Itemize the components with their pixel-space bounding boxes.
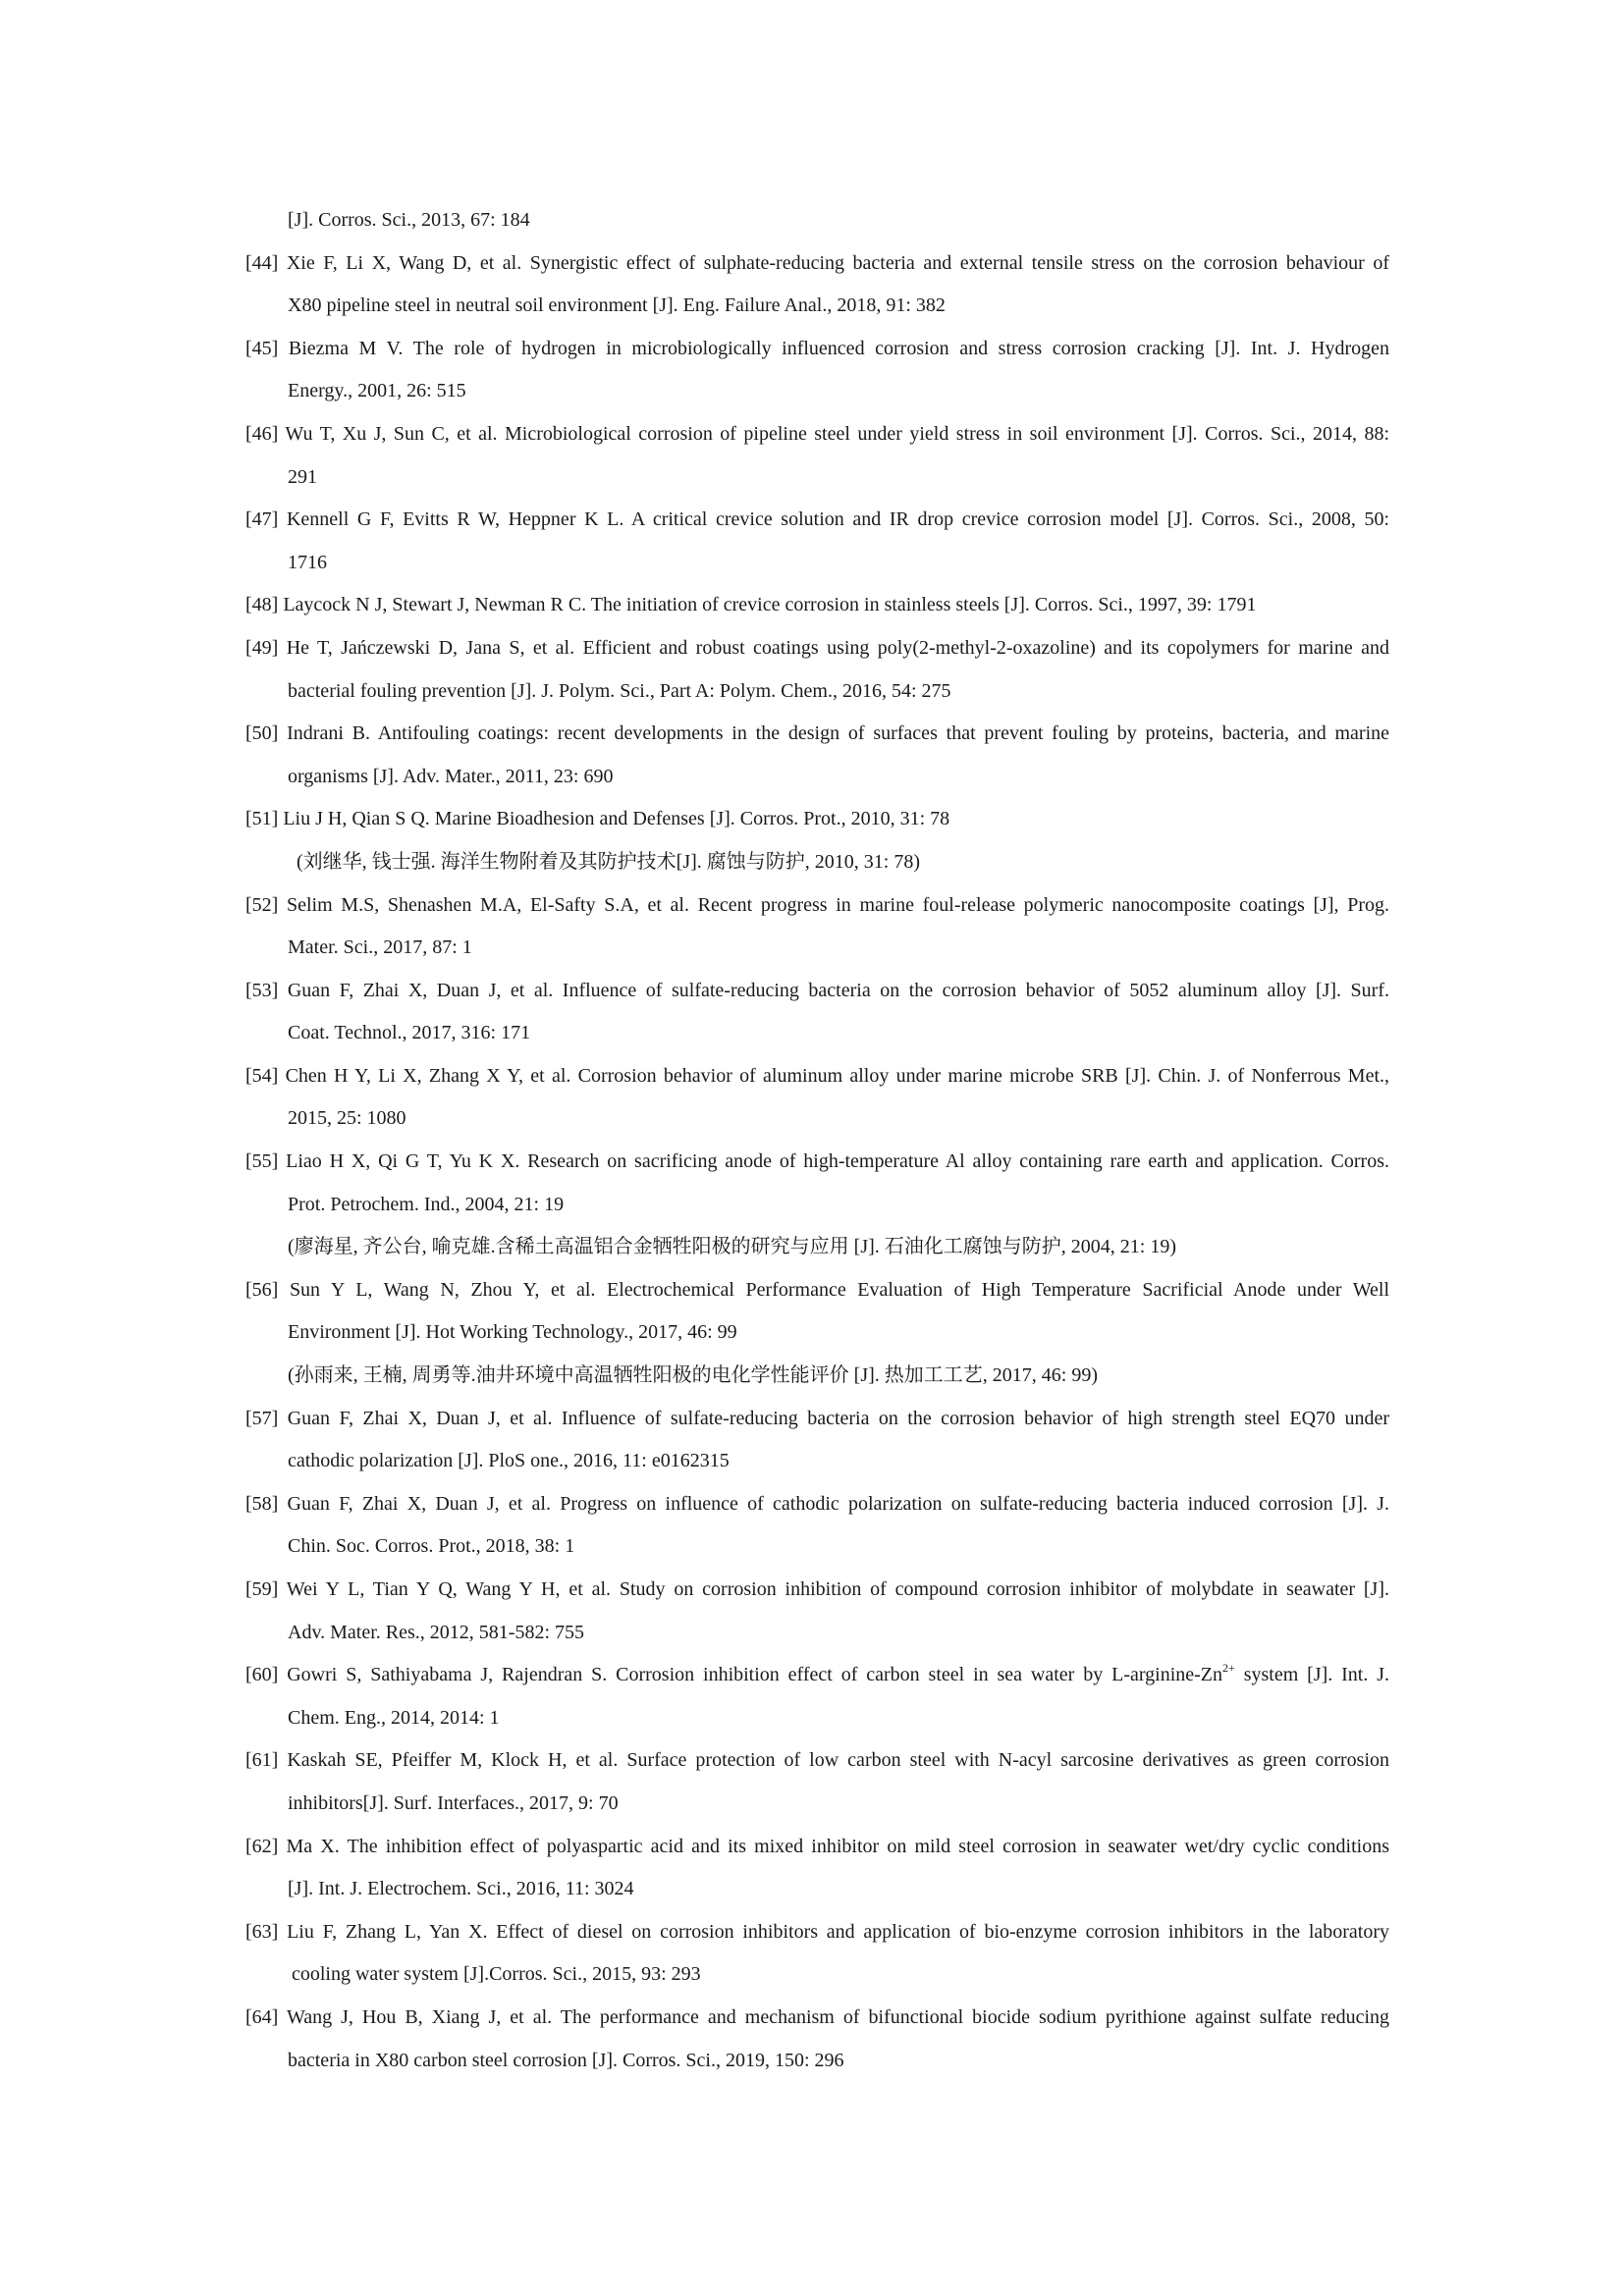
reference-line: [57] Guan F, Zhai X, Duan J, et al. Influence of sulfate-reducing bacteria on the corrosion behavior of high strength steel EQ70 under: [245, 1407, 1389, 1429]
reference-number: [62]: [245, 1835, 279, 1857]
reference-line: [49] He T, Jańczewski D, Jana S, et al. Efficient and robust coatings using poly(2-methyl-2-oxazoline) and its copolymers for marine and: [245, 636, 1389, 659]
reference-line: Prot. Petrochem. Ind., 2004, 21: 19: [288, 1193, 565, 1215]
reference-number: [57]: [245, 1407, 279, 1429]
reference-number: [50]: [245, 722, 279, 745]
reference-line: Environment [J]. Hot Working Technology., 2017, 46: 99: [288, 1321, 737, 1344]
reference-line: Chin. Soc. Corros. Prot., 2018, 38: 1: [288, 1535, 575, 1558]
reference-line: [64] Wang J, Hou B, Xiang J, et al. The performance and mechanism of bifunctional biocide sodium pyrithione against sulfate reducing: [245, 2005, 1389, 2028]
reference-number: [61]: [245, 1749, 279, 1772]
reference-number: [56]: [245, 1278, 279, 1301]
reference-chinese-line: (孙雨来, 王楠, 周勇等.油井环境中高温牺牲阳极的电化学性能评价 [J]. 热加工工艺, 2017, 46: 99): [288, 1364, 1098, 1387]
reference-line: 291: [288, 465, 317, 488]
reference-line: Chem. Eng., 2014, 2014: 1: [288, 1706, 500, 1729]
reference-number: [47]: [245, 508, 279, 531]
reference-line: [46] Wu T, Xu J, Sun C, et al. Microbiological corrosion of pipeline steel under yield stress in soil environment [J]. Corros. Sci., 2014, 88:: [245, 422, 1389, 445]
reference-number: [53]: [245, 979, 279, 1001]
reference-line: [55] Liao H X, Qi G T, Yu K X. Research on sacrificing anode of high-temperature Al alloy containing rare earth and application. Corros.: [245, 1150, 1389, 1173]
reference-number: [52]: [245, 893, 279, 916]
reference-line: bacteria in X80 carbon steel corrosion [J]. Corros. Sci., 2019, 150: 296: [288, 2049, 844, 2071]
reference-continuation: [J]. Corros. Sci., 2013, 67: 184: [288, 209, 530, 231]
reference-line: [J]. Int. J. Electrochem. Sci., 2016, 11: 3024: [288, 1878, 634, 1900]
reference-number: [49]: [245, 636, 279, 659]
reference-line: [56] Sun Y L, Wang N, Zhou Y, et al. Electrochemical Performance Evaluation of High Temperature Sacrificial Anode under Well: [245, 1278, 1389, 1301]
reference-line: 2015, 25: 1080: [288, 1107, 406, 1130]
reference-number: [60]: [245, 1664, 279, 1686]
reference-line: [62] Ma X. The inhibition effect of polyaspartic acid and its mixed inhibitor on mild steel corrosion in seawater wet/dry cyclic conditions: [245, 1835, 1389, 1857]
reference-line: bacterial fouling prevention [J]. J. Polym. Sci., Part A: Polym. Chem., 2016, 54: 275: [288, 679, 951, 702]
reference-line: Mater. Sci., 2017, 87: 1: [288, 936, 472, 959]
reference-number: [64]: [245, 2005, 279, 2028]
reference-line: [59] Wei Y L, Tian Y Q, Wang Y H, et al. Study on corrosion inhibition of compound corrosion inhibitor of molybdate in seawater [J].: [245, 1578, 1389, 1600]
reference-line: X80 pipeline steel in neutral soil environment [J]. Eng. Failure Anal., 2018, 91: 382: [288, 294, 946, 317]
reference-number: [46]: [245, 422, 279, 445]
reference-line: organisms [J]. Adv. Mater., 2011, 23: 690: [288, 765, 614, 787]
reference-line: inhibitors[J]. Surf. Interfaces., 2017, 9: 70: [288, 1791, 619, 1814]
reference-chinese-line: (廖海星, 齐公台, 喻克雄.含稀土高温铝合金牺牲阳极的研究与应用 [J]. 石油化工腐蚀与防护, 2004, 21: 19): [288, 1236, 1176, 1258]
reference-line: Coat. Technol., 2017, 316: 171: [288, 1022, 531, 1044]
reference-chinese-line: (刘继华, 钱士强. 海洋生物附着及其防护技术[J]. 腐蚀与防护, 2010, 31: 78): [297, 850, 920, 873]
reference-line: [53] Guan F, Zhai X, Duan J, et al. Influence of sulfate-reducing bacteria on the corrosion behavior of 5052 aluminum alloy [J]. Surf.: [245, 979, 1389, 1001]
reference-line: [52] Selim M.S, Shenashen M.A, El-Safty S.A, et al. Recent progress in marine foul-release polymeric nanocomposite coatings [J], Prog.: [245, 893, 1389, 916]
reference-number: [51]: [245, 808, 279, 830]
reference-line: [45] Biezma M V. The role of hydrogen in microbiologically influenced corrosion and stress corrosion cracking [J]. Int. J. Hydrogen: [245, 337, 1389, 359]
reference-line: [63] Liu F, Zhang L, Yan X. Effect of diesel on corrosion inhibitors and application of bio-enzyme corrosion inhibitors in the laboratory: [245, 1920, 1389, 1943]
reference-number: [45]: [245, 337, 279, 359]
reference-number: [59]: [245, 1578, 279, 1600]
superscript: 2+: [1222, 1661, 1235, 1676]
reference-line: [48] Laycock N J, Stewart J, Newman R C. The initiation of crevice corrosion in stainless steels [J]. Corros. Sci., 1997, 39: 1791: [245, 594, 1257, 616]
reference-number: [48]: [245, 594, 279, 616]
reference-line: [58] Guan F, Zhai X, Duan J, et al. Progress on influence of cathodic polarization on sulfate-reducing bacteria induced corrosion [J]. J.: [245, 1492, 1389, 1515]
reference-line: [51] Liu J H, Qian S Q. Marine Bioadhesion and Defenses [J]. Corros. Prot., 2010, 31: 78: [245, 808, 950, 830]
reference-number: [63]: [245, 1920, 279, 1943]
reference-list: [245, 199, 1389, 2082]
reference-line: [60] Gowri S, Sathiyabama J, Rajendran S. Corrosion inhibition effect of carbon steel in sea water by $L-arginine-Zn^{2+}$ system [J]. Int. J.: [245, 1661, 1389, 1686]
reference-line: [50] Indrani B. Antifouling coatings: recent developments in the design of surfaces that prevent fouling by proteins, bacteria, and marine: [245, 722, 1389, 745]
reference-line: cathodic polarization [J]. PloS one., 2016, 11: e0162315: [288, 1450, 730, 1472]
reference-number: [55]: [245, 1150, 279, 1173]
reference-line: [54] Chen H Y, Li X, Zhang X Y, et al. Corrosion behavior of aluminum alloy under marine microbe SRB [J]. Chin. J. of Nonferrous Met.,: [245, 1064, 1389, 1087]
reference-number: [44]: [245, 251, 279, 274]
reference-line: 1716: [288, 551, 327, 573]
reference-line: [47] Kennell G F, Evitts R W, Heppner K L. A critical crevice solution and IR drop crevice corrosion model [J]. Corros. Sci., 2008, 50:: [245, 508, 1389, 531]
reference-line: [44] Xie F, Li X, Wang D, et al. Synergistic effect of sulphate-reducing bacteria and external tensile stress on the corrosion behaviour of: [245, 251, 1389, 274]
reference-number: [58]: [245, 1492, 279, 1515]
reference-line: Energy., 2001, 26: 515: [288, 380, 466, 402]
reference-line: Adv. Mater. Res., 2012, 581-582: 755: [288, 1621, 585, 1643]
reference-number: [54]: [245, 1064, 279, 1087]
reference-line: cooling water system [J].Corros. Sci., 2015, 93: 293: [292, 1963, 701, 1986]
reference-line: [61] Kaskah SE, Pfeiffer M, Klock H, et al. Surface protection of low carbon steel with N-acyl sarcosine derivatives as green corrosion: [245, 1749, 1389, 1772]
